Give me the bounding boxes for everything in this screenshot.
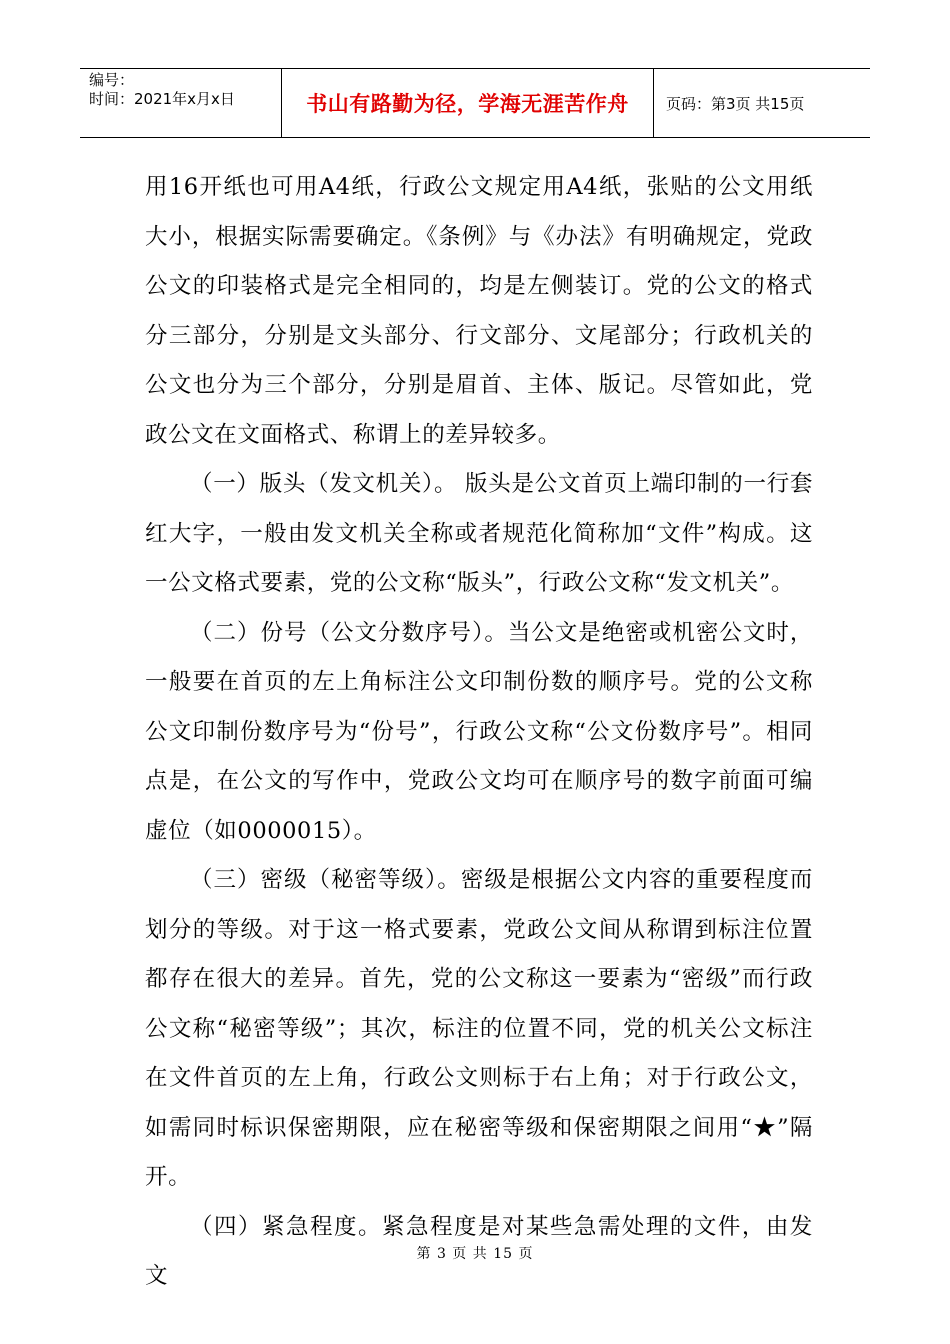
paragraph-header-section: （一）版头（发文机关）。 版头是公文首页上端印制的一行套红大字，一般由发文机关全称或者规范化简称加“文件”构成。这一公文格式要素，党的公文称“版头”，行政公文称“发文机关”。 <box>145 471 813 596</box>
header-page-info: 页码：第3页 共15页 <box>666 94 805 113</box>
paragraph-continuation: 用16开纸也可用A4纸，行政公文规定用A4纸，张贴的公文用纸大小，根据实际需要确定。《条例》与《办法》有明确规定，党政公文的印装格式是完全相同的，均是左侧装订。党的公文的格式分三部分，分别是文头部分、行文部分、文尾部分；行政机关的公文也分为三个部分，分别是眉首、主体、版记。尽管如此，党政公文在文面格式、称谓上的差异较多。 <box>145 174 813 448</box>
paragraph-urgency: （四）紧急程度。紧急程度是对某些急需处理的文件，由发文 <box>145 1213 813 1289</box>
page-footer: 第 3 页 共 15 页 <box>416 1246 534 1262</box>
document-date-label: 时间：2021年x月x日 <box>89 90 235 108</box>
header-meta-cell <box>80 69 282 137</box>
document-header <box>80 68 870 138</box>
document-number-label: 编号： <box>89 71 135 89</box>
paragraph-copy-number: （二）份号（公文分数序号）。当公文是绝密或机密公文时，一般要在首页的左上角标注公文印制份数的顺序号。党的公文称公文印制份数序号为“份号”，行政公文称“公文份数序号”。相同点是，在公文的写作中，党政公文均可在顺序号的数字前面可编虚位（如0000015）。 <box>145 619 813 844</box>
document-body <box>145 163 813 1302</box>
header-motto: 书山有路勤为径，学海无涯苦作舟 <box>282 69 654 137</box>
paragraph-security-level: （三）密级（秘密等级）。密级是根据公文内容的重要程度而划分的等级。对于这一格式要素，党政公文间从称谓到标注位置都存在很大的差异。首先，党的公文称这一要素为“密级”而行政公文称“秘密等级”；其次，标注的位置不同，党的机关公文标注在文件首页的左上角，行政公文则标于右上角；对于行政公文，如需同时标识保密期限，应在秘密等级和保密期限之间用“★”隔开。 <box>145 867 813 1190</box>
